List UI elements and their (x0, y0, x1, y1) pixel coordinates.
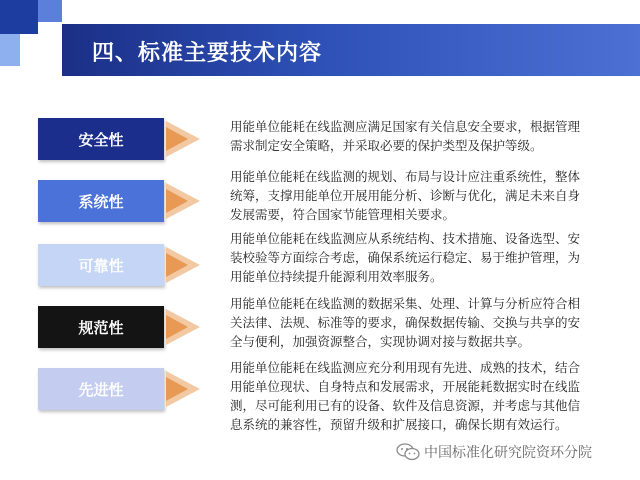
arrow-right-icon (166, 121, 200, 157)
decor-square-light (0, 34, 20, 66)
desc-advanced: 用能单位能耗在线监测应充分利用现有先进、成熟的技术，结合用能单位现状、自身特点和发展需求，开展能耗数据实时在线监测，尽可能利用已有的设备、软件及信息资源，并考虑与其他信息系统的兼容性，预留升级和扩展接口，确保长期有效运行。 (230, 360, 581, 432)
decor-square-mid (38, 0, 62, 22)
label-standardization: 规范性 (38, 306, 164, 348)
label-advanced: 先进性 (38, 368, 164, 410)
desc-security: 用能单位能耗在线监测应满足国家有关信息安全要求，根据管理需求制定安全策略，并采取必要的保护类型及保护等级。 (230, 119, 581, 153)
label-security: 安全性 (38, 118, 164, 160)
desc-systematic: 用能单位能耗在线监测的规划、布局与设计应注重系统性，整体统筹，支撑用能单位开展用能分析、诊断与优化，满足未来自身发展需要，符合国家节能管理相关要求。 (230, 169, 581, 222)
label-systematic: 系统性 (38, 180, 164, 222)
desc-reliability: 用能单位能耗在线监测应从系统结构、技术措施、设备选型、安装校验等方面综合考虑，确保系统运行稳定、易于维护管理，为用能单位持续提升能源利用效率服务。 (230, 231, 581, 284)
arrow-right-icon (166, 183, 200, 219)
label-reliability: 可靠性 (38, 244, 164, 286)
page-title: 四、标准主要技术内容 (92, 41, 323, 66)
arrow-right-icon (166, 309, 200, 345)
watermark (396, 442, 592, 462)
watermark-text: 中国标准化研究院资环分院 (424, 445, 592, 461)
decor-square-dark (0, 0, 38, 34)
title-bar (62, 24, 640, 76)
arrow-right-icon (166, 371, 200, 407)
desc-standardization: 用能单位能耗在线监测的数据采集、处理、计算与分析应符合相关法律、法规、标准等的要求，确保数据传输、交换与共享的安全与便利，加强资源整合，实现协调对接与数据共享。 (230, 296, 581, 349)
wechat-icon (396, 443, 420, 461)
arrow-right-icon (166, 247, 200, 283)
